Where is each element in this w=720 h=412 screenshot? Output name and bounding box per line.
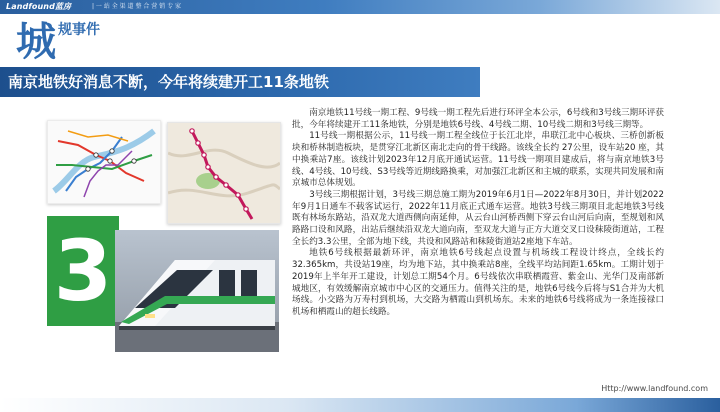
section-char: 城 — [16, 19, 56, 65]
footer-band — [0, 398, 720, 412]
brand-logo: Landfound蓝房 — [6, 2, 72, 11]
top-banner — [0, 0, 720, 14]
metro-map-drawing — [48, 121, 160, 203]
paragraph-line3: 3号线三期根据计划，3号线三期总施工期为2019年6月1日—2022年8月30日，并计划2022年9月1日通车不载客试运行，2022年11月底正式通车运营。地铁3号线三期项目北起地铁3号线既有林场东路站，沿双龙大道西侧向南延伸，从云台山河桥西侧下穿云台山河后向南，至规划和风路路口设和风路，出站后继续沿双龙大道向南，至双龙大道与正方大道交叉口设秣陵街道站，工程全长约3.3公里，全部为地下线，共设和风路站和秣陵街道站2座地下车站。 — [292, 189, 664, 247]
brand-tagline: | 一 站 全 渠 道 整 合 营 销 专 家 — [92, 3, 182, 10]
section-subtitle: 规事件 — [58, 22, 100, 38]
footer-url[interactable]: Http://www.landfound.com — [601, 384, 708, 393]
line-route-image — [167, 122, 281, 224]
page-title: 南京地铁好消息不断，今年将续建开工11条地铁 — [8, 73, 329, 91]
line-number-badge — [47, 216, 119, 326]
line-number: 3 — [53, 222, 113, 320]
image-collage — [47, 120, 281, 382]
paragraph-line11: 11号线一期根据公示，11号线一期工程全线位于长江北岸，串联江北中心板块、三桥创新板块和桥林制造板块，是贯穿江北新区南北走向的骨干线路。该线全长约 27公里，设车站20 座，其中换乘站7座。该线计划2023年12月底开通试运营。11号线一期项目建成后，将与南京地铁3号线、4号线、10号线、S3号线等近期线路换乘，对加强江北新区和主城的联系，实现共同发展和南京城市总体规划。 — [292, 131, 664, 189]
metro-map-image — [47, 120, 161, 204]
train-photo — [115, 230, 279, 352]
train-drawing — [115, 230, 279, 352]
paragraph-intro: 南京地铁11号线一期工程、9号线一期工程先后进行环评全本公示，6号线和3号线三期环评获批，今年将续建开工11条地铁，分别是地铁6号线、4号线二期、10号线二期和3号线三期等。 — [292, 108, 664, 130]
route-drawing — [168, 123, 280, 223]
paragraph-line6: 地铁6号线根据最新环评，南京地铁6号线起点设置与机场线工程设计终点，全线长约32.365km，共设站19座，均为地下站，其中换乘站8座，全线平均站间距1.65km。工期计划于2019年上半年开工建设，计划总工期54个月。6号线依次串联栖霞营、紫金山、光华门及南部新城地区，有效缓解南京城市中心区的交通压力。值得关注的是，地铁6号线今后将与S1合并为大机场线。小交路为万寿村到机场，大交路为栖霞山到机场东。未来的地铁6号线将成为一条连接禄口机场和栖霞山的超长线路。 — [292, 248, 664, 317]
article-body — [292, 108, 664, 319]
title-band — [0, 67, 480, 97]
